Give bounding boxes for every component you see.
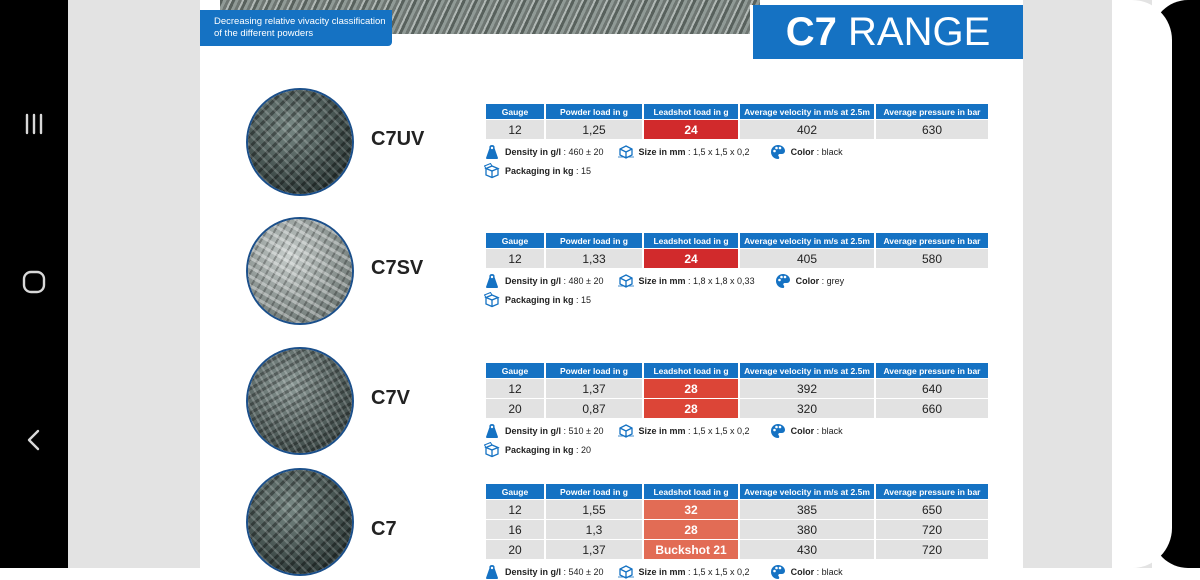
column-header: Average velocity in m/s at 2.5m [740, 233, 874, 248]
column-header: Powder load in g [546, 484, 642, 499]
column-header: Average pressure in bar [876, 104, 988, 119]
cell-velocity: 392 [740, 379, 874, 398]
colon: : [685, 426, 694, 436]
table-row [486, 500, 988, 519]
cell-powder: 1,37 [546, 379, 642, 398]
vivacity-line-2: of the different powders [214, 28, 314, 39]
spec-table [484, 483, 990, 560]
cell-gauge: 16 [486, 520, 544, 539]
spec-color [770, 144, 843, 160]
table-row [486, 249, 988, 268]
table-header-row [486, 363, 988, 378]
specs-line [484, 423, 843, 439]
specs-line [484, 564, 843, 580]
size-cube-icon [618, 423, 634, 439]
range-banner [750, 5, 1023, 59]
colon: : [561, 276, 569, 286]
range-title-bold: C7 [785, 10, 837, 54]
packaging-value: 15 [581, 166, 592, 176]
colon: : [814, 147, 822, 157]
column-header: Average pressure in bar [876, 484, 988, 499]
column-header: Average pressure in bar [876, 363, 988, 378]
granule-photo [248, 90, 352, 194]
column-header: Leadshot load in g [644, 233, 738, 248]
cell-leadshot: 28 [644, 379, 738, 398]
color-value: black [821, 567, 843, 577]
colon: : [685, 567, 694, 577]
cell-pressure: 640 [876, 379, 988, 398]
color-label: Color [790, 426, 815, 436]
column-header: Gauge [486, 484, 544, 499]
column-header: Leadshot load in g [644, 104, 738, 119]
size-value: 1,5 x 1,5 x 0,2 [693, 567, 750, 577]
packaging-line [484, 292, 591, 308]
back-icon[interactable] [14, 420, 54, 460]
recents-icon[interactable] [14, 104, 54, 144]
table-header-row [486, 233, 988, 248]
cell-pressure: 720 [876, 520, 988, 539]
cell-pressure: 630 [876, 120, 988, 139]
colon: : [573, 166, 582, 176]
granule-photo [248, 349, 352, 453]
cell-pressure: 660 [876, 399, 988, 418]
column-header: Leadshot load in g [644, 484, 738, 499]
size-label: Size in mm [638, 276, 686, 286]
granule-photo [248, 219, 352, 323]
packaging-label: Packaging in kg [505, 166, 574, 176]
spec-packaging [484, 163, 591, 179]
table-row [486, 520, 988, 539]
column-header: Powder load in g [546, 104, 642, 119]
column-header: Gauge [486, 233, 544, 248]
color-label: Color [795, 276, 820, 286]
column-header: Average pressure in bar [876, 233, 988, 248]
colon: : [561, 567, 569, 577]
color-label: Color [790, 147, 815, 157]
table-row [486, 399, 988, 418]
cell-velocity: 430 [740, 540, 874, 559]
colon: : [814, 426, 822, 436]
cell-powder: 1,55 [546, 500, 642, 519]
palette-icon [770, 423, 786, 439]
density-icon [484, 423, 500, 439]
column-header: Powder load in g [546, 363, 642, 378]
density-value: 510 ± 20 [568, 426, 604, 436]
cell-velocity: 402 [740, 120, 874, 139]
packaging-value: 15 [581, 295, 592, 305]
density-label: Density in g/l [505, 147, 562, 157]
table-row [486, 379, 988, 398]
column-header: Gauge [486, 104, 544, 119]
color-value: black [821, 147, 843, 157]
spec-size [618, 273, 755, 289]
size-label: Size in mm [638, 147, 686, 157]
spec-density [484, 423, 604, 439]
cell-pressure: 720 [876, 540, 988, 559]
table-row [486, 120, 988, 139]
cell-gauge: 12 [486, 249, 544, 268]
color-value: black [821, 426, 843, 436]
density-value: 480 ± 20 [568, 276, 604, 286]
screen-corner [1152, 0, 1200, 568]
vivacity-line-1: Decreasing relative vivacity classification [214, 16, 386, 27]
colon: : [561, 426, 569, 436]
density-icon [484, 144, 500, 160]
size-label: Size in mm [638, 426, 686, 436]
system-nav-bar [0, 0, 68, 568]
size-label: Size in mm [638, 567, 686, 577]
density-value: 460 ± 20 [568, 147, 604, 157]
cell-leadshot: Buckshot 21 [644, 540, 738, 559]
spec-color [775, 273, 845, 289]
spec-size [618, 144, 750, 160]
density-label: Density in g/l [505, 426, 562, 436]
spec-size [618, 423, 750, 439]
column-header: Average velocity in m/s at 2.5m [740, 363, 874, 378]
cell-velocity: 405 [740, 249, 874, 268]
palette-icon [775, 273, 791, 289]
spec-size [618, 564, 750, 580]
specs-line [484, 273, 844, 289]
cell-gauge: 20 [486, 399, 544, 418]
palette-icon [770, 564, 786, 580]
spec-color [770, 564, 843, 580]
packaging-line [484, 163, 591, 179]
spec-table [484, 232, 990, 269]
column-header: Leadshot load in g [644, 363, 738, 378]
cell-powder: 1,3 [546, 520, 642, 539]
table-header-row [486, 104, 988, 119]
cell-powder: 1,25 [546, 120, 642, 139]
colon: : [573, 295, 582, 305]
density-label: Density in g/l [505, 567, 562, 577]
range-title-rest: RANGE [836, 10, 991, 54]
cell-gauge: 12 [486, 379, 544, 398]
color-value: grey [826, 276, 845, 286]
size-value: 1,8 x 1,8 x 0,33 [693, 276, 755, 286]
size-cube-icon [618, 144, 634, 160]
spec-density [484, 144, 604, 160]
cell-gauge: 20 [486, 540, 544, 559]
product-name: C7UV [371, 128, 425, 150]
home-icon[interactable] [14, 262, 54, 302]
product-name: C7 [371, 518, 397, 540]
colon: : [573, 445, 582, 455]
column-header: Average velocity in m/s at 2.5m [740, 104, 874, 119]
size-value: 1,5 x 1,5 x 0,2 [693, 426, 750, 436]
vivacity-tab [200, 10, 392, 46]
package-icon [484, 442, 500, 458]
packaging-label: Packaging in kg [505, 295, 574, 305]
packaging-line [484, 442, 591, 458]
cell-powder: 0,87 [546, 399, 642, 418]
cell-leadshot: 24 [644, 120, 738, 139]
cell-powder: 1,37 [546, 540, 642, 559]
colon: : [685, 276, 694, 286]
size-cube-icon [618, 273, 634, 289]
spec-table [484, 362, 990, 419]
spec-packaging [484, 292, 591, 308]
density-icon [484, 273, 500, 289]
specs-line [484, 144, 843, 160]
cell-powder: 1,33 [546, 249, 642, 268]
cell-pressure: 580 [876, 249, 988, 268]
size-value: 1,5 x 1,5 x 0,2 [693, 147, 750, 157]
colon: : [561, 147, 569, 157]
spec-packaging [484, 442, 591, 458]
granule-photo [248, 470, 352, 574]
cell-gauge: 12 [486, 500, 544, 519]
spec-density [484, 564, 604, 580]
cell-leadshot: 28 [644, 399, 738, 418]
cell-velocity: 320 [740, 399, 874, 418]
product-name: C7SV [371, 257, 424, 279]
cell-gauge: 12 [486, 120, 544, 139]
colon: : [685, 147, 694, 157]
cell-leadshot: 32 [644, 500, 738, 519]
density-icon [484, 564, 500, 580]
density-value: 540 ± 20 [568, 567, 604, 577]
size-cube-icon [618, 564, 634, 580]
package-icon [484, 163, 500, 179]
cell-leadshot: 24 [644, 249, 738, 268]
cell-velocity: 380 [740, 520, 874, 539]
density-label: Density in g/l [505, 276, 562, 286]
packaging-label: Packaging in kg [505, 445, 574, 455]
palette-icon [770, 144, 786, 160]
product-name: C7V [371, 387, 410, 409]
spec-color [770, 423, 843, 439]
column-header: Powder load in g [546, 233, 642, 248]
column-header: Average velocity in m/s at 2.5m [740, 484, 874, 499]
table-header-row [486, 484, 988, 499]
cell-leadshot: 28 [644, 520, 738, 539]
color-label: Color [790, 567, 815, 577]
table-row [486, 540, 988, 559]
package-icon [484, 292, 500, 308]
spec-density [484, 273, 604, 289]
colon: : [819, 276, 827, 286]
cell-pressure: 650 [876, 500, 988, 519]
packaging-value: 20 [581, 445, 592, 455]
colon: : [814, 567, 822, 577]
spec-table [484, 103, 990, 140]
column-header: Gauge [486, 363, 544, 378]
cell-velocity: 385 [740, 500, 874, 519]
